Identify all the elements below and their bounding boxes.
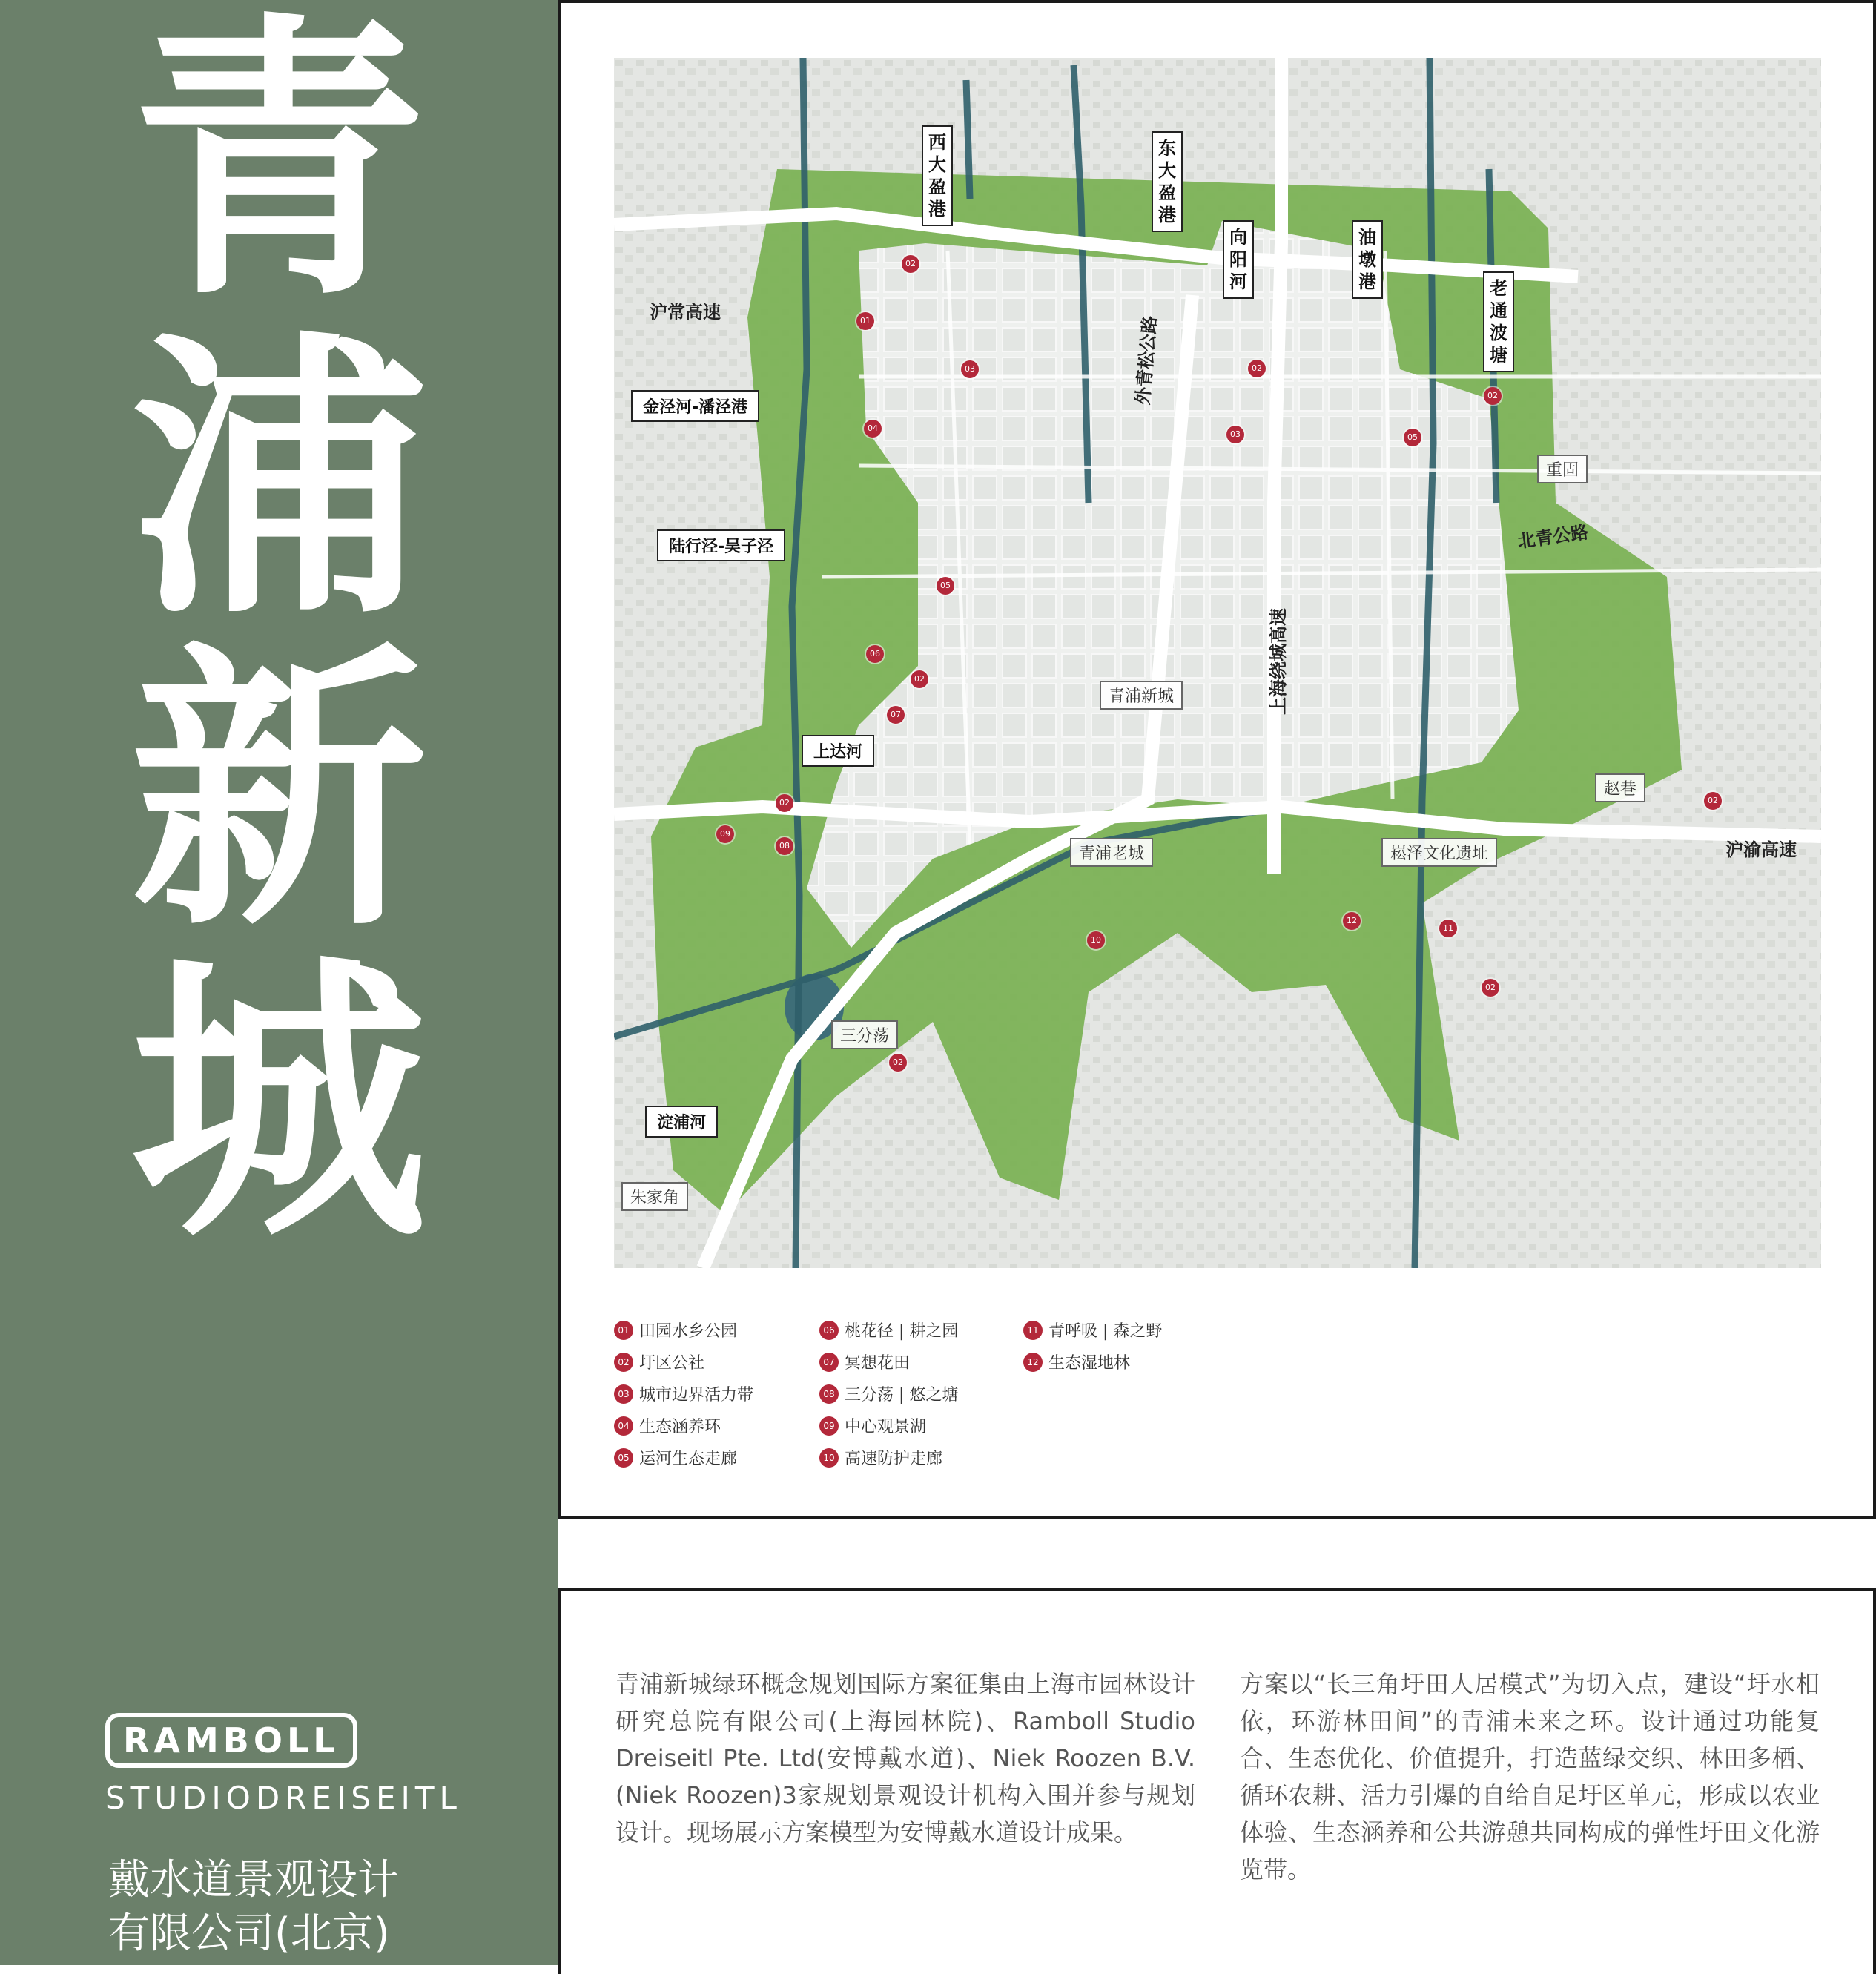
place-label: 重固	[1537, 455, 1588, 483]
legend-item	[614, 1410, 753, 1442]
legend-label: 青呼吸 | 森之野	[1048, 1322, 1163, 1341]
legend-label: 生态湿地林	[1048, 1354, 1131, 1373]
legend-item	[819, 1442, 958, 1473]
river-label-vertical: 老通波塘	[1483, 271, 1514, 372]
title-char: 城	[131, 932, 427, 1277]
legend-number: 08	[819, 1384, 839, 1404]
map-pin[interactable]: 02	[1484, 387, 1502, 405]
legend-item	[614, 1346, 753, 1378]
map-pin[interactable]: 06	[866, 645, 884, 663]
legend-number: 06	[819, 1321, 839, 1340]
map-pin[interactable]: 02	[911, 670, 928, 688]
legend-label: 桃花径 | 耕之园	[845, 1322, 959, 1341]
legend-column	[819, 1314, 958, 1473]
map-pin[interactable]: 02	[889, 1054, 907, 1072]
legend-number: 09	[819, 1416, 839, 1436]
legend-label: 城市边界活力带	[639, 1386, 754, 1404]
legend-item	[614, 1442, 753, 1473]
legend-number: 07	[819, 1353, 839, 1372]
legend-number: 05	[614, 1448, 633, 1468]
legend-number: 11	[1023, 1321, 1043, 1340]
title-char: 浦	[131, 309, 427, 654]
road-label: 北青公路	[1516, 521, 1590, 552]
map-pin[interactable]: 07	[887, 706, 905, 724]
company-name	[108, 1854, 399, 1961]
legend-column	[1023, 1314, 1162, 1378]
river-label-vertical: 东大盈港	[1152, 131, 1183, 232]
brand-logo-top: RAMBOLL	[105, 1713, 357, 1768]
company-line: 戴水道景观设计	[108, 1856, 399, 1904]
map-pin[interactable]: 11	[1439, 920, 1457, 937]
description-panel	[558, 1588, 1876, 1974]
map-panel	[558, 0, 1876, 1519]
river-label-vertical: 向阳河	[1223, 220, 1254, 299]
map-pin[interactable]: 10	[1087, 931, 1105, 949]
river-label: 陆行泾-吴子泾	[657, 529, 785, 561]
river-label-vertical: 油墩港	[1352, 220, 1383, 299]
legend-number: 10	[819, 1448, 839, 1468]
place-label: 青浦老城	[1070, 838, 1153, 867]
map-pin[interactable]: 08	[776, 837, 793, 855]
legend-item	[819, 1314, 958, 1346]
title-char: 青	[131, 0, 427, 335]
brand-logo	[105, 1713, 462, 1816]
place-label: 赵巷	[1595, 773, 1645, 802]
road-label: 沪常高速	[650, 302, 721, 323]
legend-number: 01	[614, 1321, 633, 1340]
legend-item	[1023, 1314, 1162, 1346]
master-plan-map	[614, 58, 1821, 1268]
legend-label: 中心观景湖	[845, 1418, 927, 1436]
map-pin[interactable]: 02	[1248, 360, 1266, 377]
legend-item	[614, 1314, 753, 1346]
title-char: 新	[131, 621, 427, 965]
map-pin[interactable]: 02	[776, 794, 793, 812]
legend-number: 03	[614, 1384, 633, 1404]
river-label: 淀浦河	[645, 1106, 718, 1138]
road-label: 外青松公路	[1132, 314, 1161, 406]
map-pin[interactable]: 04	[864, 420, 882, 438]
place-label: 朱家角	[621, 1182, 688, 1211]
legend-number: 02	[614, 1353, 633, 1372]
place-label: 崧泽文化遗址	[1381, 838, 1497, 867]
map-pin[interactable]: 01	[856, 312, 874, 330]
map-pin[interactable]: 05	[1404, 429, 1421, 446]
sidebar	[0, 0, 558, 1965]
legend-item	[819, 1378, 958, 1410]
legend-number: 04	[614, 1416, 633, 1436]
river-label-vertical: 西大盈港	[922, 125, 953, 226]
road-label: 上海绕城高速	[1268, 608, 1289, 715]
map-pin[interactable]: 02	[1482, 979, 1499, 997]
map-legend	[614, 1314, 1281, 1477]
legend-item	[614, 1378, 753, 1410]
map-pin[interactable]: 05	[937, 577, 954, 595]
description-left: 青浦新城绿环概念规划国际方案征集由上海市园林设计研究总院有限公司(上海园林院)、Ramboll Studio Dreiseitl Pte. Ltd(安博戴水道)、Niek Roozen B.V.(Niek Roozen)3家规划景观设计机构入围并参与规划设计。现场展示方案模型为安博戴水道设计成果。	[615, 1670, 1195, 1846]
map-pin[interactable]: 03	[961, 360, 979, 378]
company-line: 有限公司(北京)	[108, 1909, 390, 1958]
map-pin[interactable]: 02	[1704, 792, 1722, 810]
legend-column	[614, 1314, 753, 1473]
legend-label: 田园水乡公园	[639, 1322, 738, 1341]
legend-label: 冥想花田	[845, 1354, 911, 1373]
map-pin[interactable]: 12	[1343, 912, 1361, 930]
river-label: 上达河	[802, 735, 874, 767]
brand-logo-bottom: STUDIODREISEITL	[105, 1780, 462, 1816]
river-label: 金泾河-潘泾港	[631, 390, 759, 422]
legend-label: 三分荡 | 悠之塘	[845, 1386, 959, 1404]
legend-number: 12	[1023, 1353, 1043, 1372]
legend-item	[819, 1410, 958, 1442]
description-right: 方案以“长三角圩田人居模式”为切入点，建设“圩水相依，环游林田间”的青浦未来之环。设计通过功能复合、生态优化、价值提升，打造蓝绿交织、林田多栖、循环农耕、活力引爆的自给自足圩区单元，形成以农业体验、生态涵养和公共游憩共同构成的弹性圩田文化游览带。	[1240, 1670, 1820, 1884]
map-pin[interactable]: 09	[716, 825, 734, 843]
legend-item	[1023, 1346, 1162, 1378]
map-pin[interactable]: 03	[1226, 426, 1244, 443]
road-label: 沪渝高速	[1725, 839, 1797, 860]
place-label: 青浦新城	[1100, 681, 1183, 710]
legend-label: 圩区公社	[639, 1354, 705, 1373]
legend-label: 高速防护走廊	[845, 1450, 943, 1468]
legend-item	[819, 1346, 958, 1378]
legend-label: 运河生态走廊	[639, 1450, 738, 1468]
map-pin[interactable]: 02	[902, 255, 919, 273]
legend-label: 生态涵养环	[639, 1418, 721, 1436]
place-label: 三分荡	[831, 1020, 898, 1049]
